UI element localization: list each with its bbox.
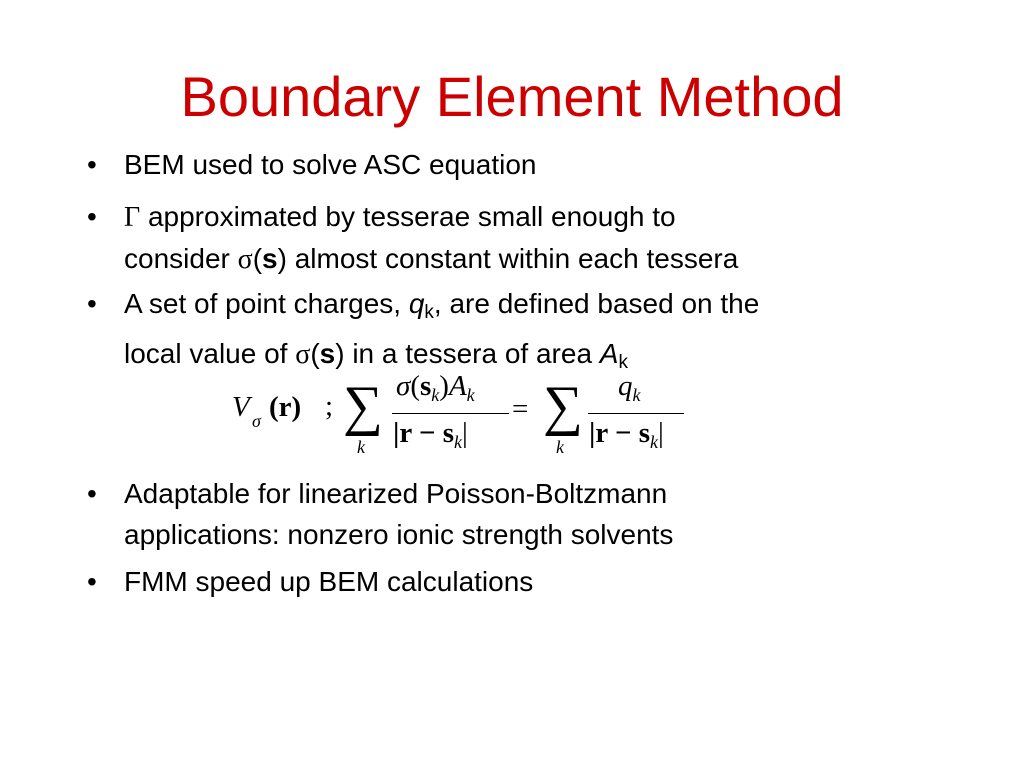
- bullet-marker: •: [87, 566, 97, 597]
- bullet-bem-asc: [87, 144, 924, 185]
- bullet-text: A set of point charges,: [124, 288, 409, 319]
- bullet-text: ) almost constant within each tessera: [277, 243, 739, 274]
- formula-s: s: [419, 370, 432, 402]
- gamma-symbol: Γ: [124, 202, 141, 233]
- formula-den-right: |: [462, 417, 468, 449]
- formula-den-subscript: k: [650, 432, 659, 452]
- bullet-marker: •: [87, 288, 97, 319]
- bullet-text: BEM used to solve ASC equation: [124, 149, 537, 180]
- potential-formula: [0, 366, 1024, 466]
- formula-numerator-2: [618, 370, 641, 406]
- bullet-text: approximated by tesserae small enough to: [140, 201, 676, 232]
- k-subscript: k: [424, 302, 434, 323]
- sigma-symbol: σ: [237, 244, 253, 275]
- bullet-text: , are defined based on the: [433, 288, 760, 319]
- q-symbol: q: [408, 288, 425, 319]
- bullet-text: local value of: [124, 338, 296, 369]
- formula-lhs-argument: (r): [269, 391, 302, 423]
- bullet-marker: •: [87, 478, 97, 509]
- bullet-fmm: [87, 561, 924, 602]
- bullet-marker: •: [87, 201, 97, 232]
- formula-sum-1: ∑: [343, 375, 383, 437]
- k-subscript: k: [618, 352, 628, 373]
- formula-relation: ;: [325, 390, 334, 422]
- fraction-bar-1: [392, 413, 509, 414]
- area-symbol: A: [599, 338, 619, 369]
- bullet-text: FMM speed up BEM calculations: [124, 566, 534, 597]
- formula-den-left: |r − s: [589, 417, 651, 449]
- bullet-text: Adaptable for linearized Poisson-Boltzmann: [124, 478, 668, 509]
- s-vector: s: [319, 338, 336, 369]
- formula-paren-open: (: [410, 370, 420, 402]
- formula-denominator-2: [589, 417, 664, 453]
- formula-den-left: |r − s: [393, 417, 455, 449]
- formula-numerator-1: [396, 370, 475, 406]
- bullet-text: ) in a tessera of area: [335, 338, 600, 369]
- formula-s-subscript: k: [431, 385, 440, 405]
- formula-paren-close: ): [439, 370, 449, 402]
- formula-v: V: [232, 391, 250, 423]
- formula-sum-1-index: k: [357, 437, 365, 457]
- formula-sum-2-index: k: [556, 437, 564, 457]
- formula-q: q: [618, 370, 633, 402]
- formula-q-subscript: k: [632, 385, 641, 405]
- paren-open: (: [252, 243, 263, 274]
- formula-equals: =: [512, 393, 529, 425]
- fraction-bar-2: [588, 413, 684, 414]
- formula-denominator-1: [393, 417, 468, 453]
- s-vector: s: [262, 243, 278, 274]
- slide-title: Boundary Element Method: [180, 65, 844, 128]
- bullet-poisson-boltzmann: [87, 473, 924, 555]
- bullet-marker: •: [87, 149, 97, 180]
- formula-v-subscript: σ: [252, 411, 261, 431]
- formula-den-subscript: k: [454, 432, 463, 452]
- sigma-symbol: σ: [295, 339, 311, 370]
- bullet-tesserae: [87, 196, 924, 280]
- formula-sigma: σ: [396, 370, 411, 402]
- bullet-text: consider: [124, 243, 238, 274]
- formula-area-subscript: k: [466, 385, 475, 405]
- bullet-text: applications: nonzero ionic strength solvents: [124, 519, 674, 550]
- formula-area: A: [448, 370, 467, 402]
- paren-open: (: [310, 338, 320, 369]
- formula-den-right: |: [658, 417, 664, 449]
- formula-sum-2: ∑: [543, 375, 583, 437]
